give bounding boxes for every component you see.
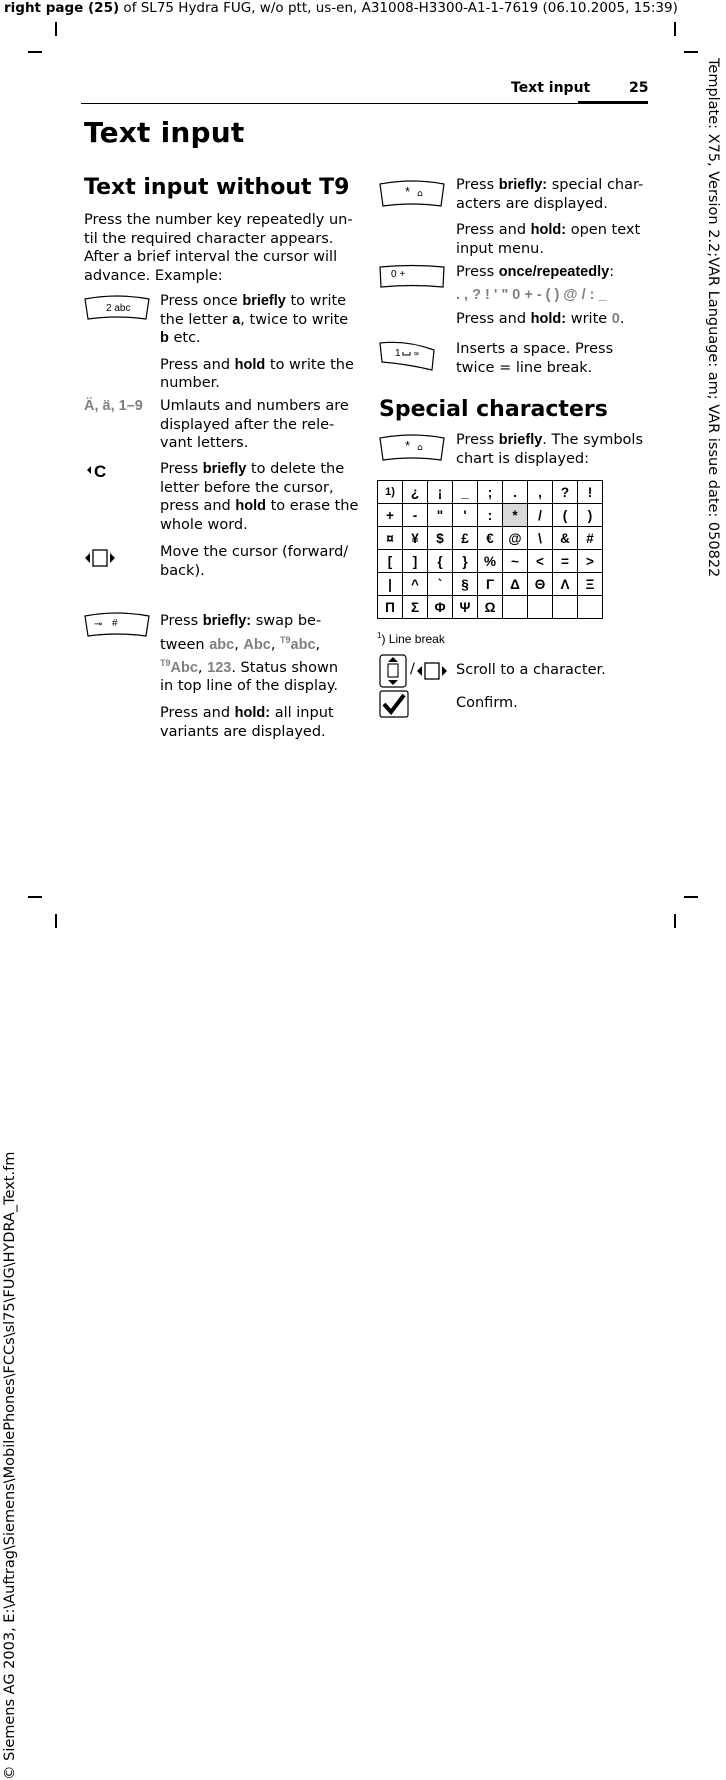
svg-text:#: # <box>112 618 118 629</box>
chart-cell-selected: * <box>503 504 528 527</box>
chart-cell: ? <box>553 481 578 504</box>
key-0-description: Press once/repeatedly: . , ? ! ' " 0 + - ( ) @ / : _ Press and hold: write 0. <box>456 264 625 328</box>
checkmark-icon <box>379 690 409 718</box>
umlaut-keys: Ä, ä, 1–9 <box>84 398 143 414</box>
crop-mark <box>55 22 57 36</box>
chart-cell: Ω <box>478 596 503 619</box>
chart-cell: { <box>428 550 453 573</box>
chart-cell: Φ <box>428 596 453 619</box>
chart-cell: € <box>478 527 503 550</box>
chart-row <box>378 504 603 527</box>
chart-cell: | <box>378 573 403 596</box>
key-2-description: Press once briefly to write the letter a, twice to write b etc. Press and hold to write the number. <box>160 293 354 392</box>
chart-cell: , <box>528 481 553 504</box>
chart-cell: \ <box>528 527 553 550</box>
running-head-title: Text input <box>511 80 591 96</box>
section-heading-no-t9: Text input without T9 <box>84 175 350 200</box>
chart-cell: £ <box>453 527 478 550</box>
chart-cell: Θ <box>528 573 553 596</box>
chart-cell <box>503 596 528 619</box>
chart-cell: # <box>578 527 603 550</box>
chart-cell: ` <box>428 573 453 596</box>
chart-cell: ) <box>578 504 603 527</box>
chart-row <box>378 527 603 550</box>
chart-cell: ¥ <box>403 527 428 550</box>
chart-cell: " <box>428 504 453 527</box>
key-1-icon <box>379 340 435 372</box>
chart-cell: ' <box>453 504 478 527</box>
special-characters-chart <box>377 480 603 619</box>
chart-cell: Π <box>378 596 403 619</box>
print-header: right page (25) of SL75 Hydra FUG, w/o ptt, us-en, A31008-H3300-A1-1-7619 (06.10.2005, 15:39) <box>4 0 678 16</box>
page-number: 25 <box>629 80 649 96</box>
crop-mark <box>674 22 676 36</box>
chart-row <box>378 481 603 504</box>
chart-cell: ! <box>578 481 603 504</box>
crop-mark <box>28 896 42 898</box>
chart-cell <box>578 596 603 619</box>
chart-cell: § <box>453 573 478 596</box>
chart-cell: : <box>478 504 503 527</box>
chart-cell: ¡ <box>428 481 453 504</box>
hash-key-icon <box>84 610 150 638</box>
svg-text:*: * <box>405 438 411 453</box>
navigation-key-left-right-icon-2 <box>416 658 448 684</box>
chart-cell: [ <box>378 550 403 573</box>
chart-cell: > <box>578 550 603 573</box>
chart-cell: ; <box>478 481 503 504</box>
chart-cell: Δ <box>503 573 528 596</box>
svg-text:⌂: ⌂ <box>417 189 423 199</box>
chart-cell: - <box>403 504 428 527</box>
chart-cell: + <box>378 504 403 527</box>
chart-cell: } <box>453 550 478 573</box>
confirm-description: Confirm. <box>456 695 518 711</box>
chart-cell: $ <box>428 527 453 550</box>
chart-cell: . <box>503 481 528 504</box>
hash-key-description: Press briefly: swap be- tween abc, Abc, $^{T9}$abc, $^{T9}$Abc, 123. Status shown in top line of the display. Press and hold: all input variants are displayed. <box>160 613 339 740</box>
chart-cell: ^ <box>403 573 428 596</box>
move-cursor-description: Move the cursor (forward/ back). <box>160 544 349 579</box>
chart-cell: / <box>528 504 553 527</box>
chart-cell: = <box>553 550 578 573</box>
section-heading-special-characters: Special characters <box>379 397 608 422</box>
crop-mark <box>684 51 698 53</box>
chart-cell: < <box>528 550 553 573</box>
navigation-key-up-down-icon <box>379 654 407 688</box>
crop-mark <box>684 896 698 898</box>
running-head-rule-thick <box>578 101 648 104</box>
copyright-path: © Siemens AG 2003, E:\Auftrag\Siemens\MobilePhones\FCCs\sl75\FUG\HYDRA_Text.fm <box>2 1151 18 1780</box>
chart-cell: ¤ <box>378 527 403 550</box>
chart-cell: Ξ <box>578 573 603 596</box>
chart-cell: % <box>478 550 503 573</box>
chart-cell <box>528 596 553 619</box>
crop-mark <box>28 51 42 53</box>
chart-row <box>378 573 603 596</box>
scroll-description: Scroll to a character. <box>456 662 606 678</box>
crop-mark <box>674 914 676 928</box>
chart-cell: 1) <box>378 481 403 504</box>
svg-text:1: 1 <box>395 348 401 359</box>
template-info: Template: X75, Version 2.2;VAR Language: am; VAR issue date: 050822 <box>705 58 721 578</box>
slash-separator: / <box>410 661 415 677</box>
key-2-label: 2 abc <box>106 303 131 314</box>
chart-cell: ¿ <box>403 481 428 504</box>
chart-cell: Λ <box>553 573 578 596</box>
star-key-description: Press briefly: special char- acters are displayed. Press and hold: open text input menu. <box>456 177 644 257</box>
crop-mark <box>55 914 57 928</box>
svg-text:*: * <box>405 184 411 199</box>
star-key-icon <box>379 178 445 208</box>
key-1-description: Inserts a space. Press twice = line break. <box>456 341 614 376</box>
chart-footnote: $^1$) Line break <box>377 631 445 646</box>
star-key-icon-2 <box>379 432 445 462</box>
key-0-icon <box>379 262 445 290</box>
chart-cell: _ <box>453 481 478 504</box>
key-2-icon <box>84 293 150 321</box>
chart-cell <box>553 596 578 619</box>
running-head-rule <box>81 103 648 104</box>
page-title: Text input <box>84 116 245 149</box>
navigation-key-left-right-icon <box>84 545 116 571</box>
svg-text:⌂: ⌂ <box>417 443 423 453</box>
chart-cell: @ <box>503 527 528 550</box>
chart-row <box>378 550 603 573</box>
chart-cell: & <box>553 527 578 550</box>
chart-cell: ~ <box>503 550 528 573</box>
svg-text:C: C <box>94 462 107 481</box>
clear-key-icon <box>84 458 114 482</box>
star-symbols-description: Press briefly. The symbols chart is displayed: <box>456 432 644 467</box>
chart-cell: Σ <box>403 596 428 619</box>
chart-cell: Γ <box>478 573 503 596</box>
umlaut-description: Umlauts and numbers are displayed after the rele- vant letters. <box>160 398 349 452</box>
intro-paragraph: Press the number key repeatedly un- til the required character appears. After a brief interval the cursor will advance. Example: <box>84 212 353 284</box>
svg-text:0 +: 0 + <box>391 269 406 280</box>
clear-key-description: Press briefly to delete the letter before the cursor, press and hold to erase the whole word. <box>160 461 359 533</box>
chart-row <box>378 596 603 619</box>
svg-text:⊸: ⊸ <box>94 619 103 630</box>
svg-text:∞: ∞ <box>413 349 420 358</box>
chart-cell: ( <box>553 504 578 527</box>
chart-cell: Ψ <box>453 596 478 619</box>
chart-cell: ] <box>403 550 428 573</box>
